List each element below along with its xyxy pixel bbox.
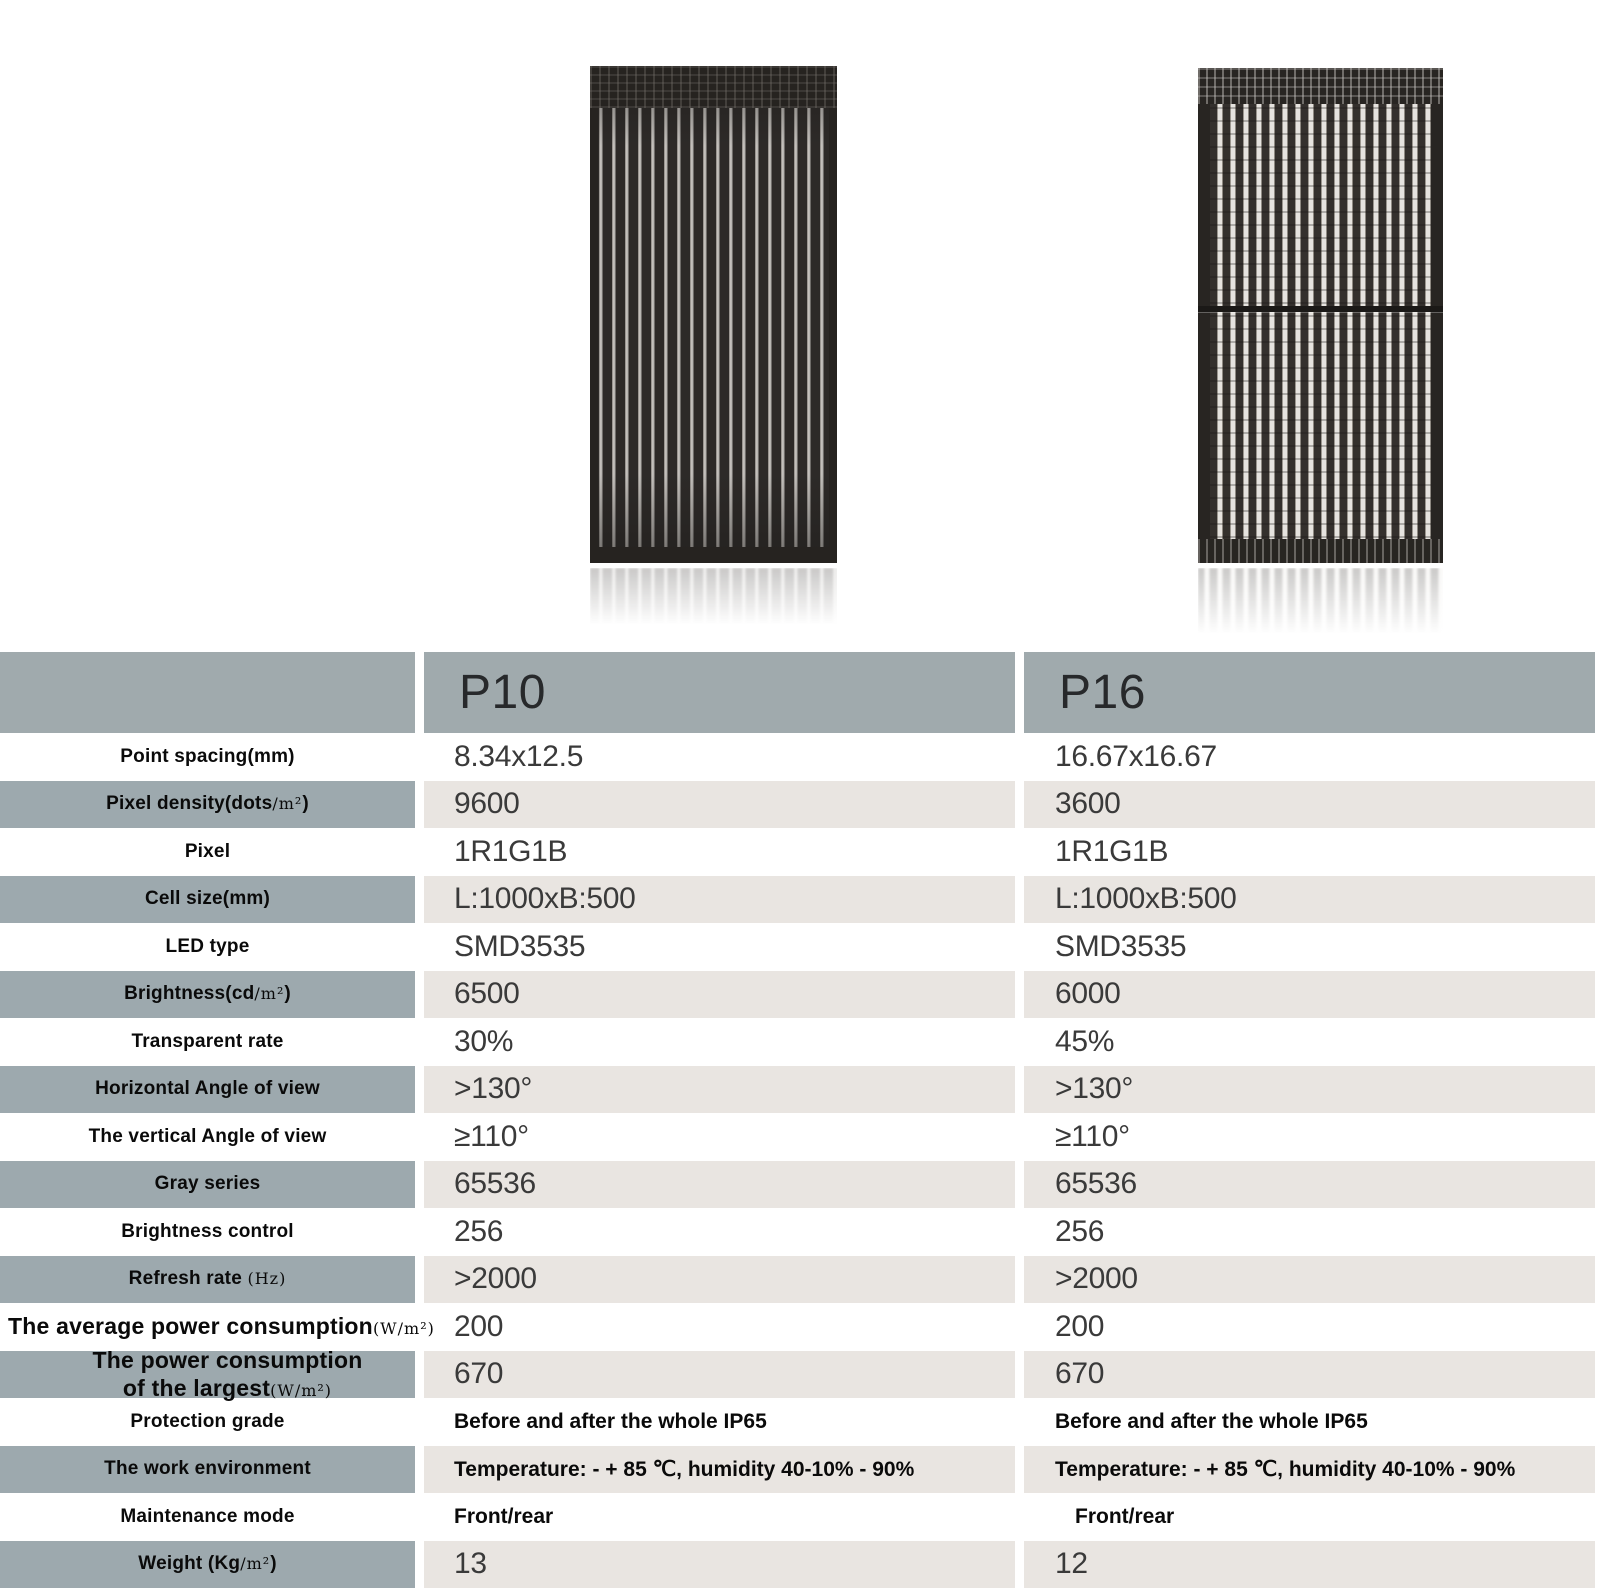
row-label: Point spacing(mm) — [120, 745, 295, 767]
p10-value: 6500 — [424, 971, 1015, 1019]
row-label: Brightness(cd/m²) — [0, 971, 415, 1019]
p10-value: Front/rear — [454, 1504, 554, 1528]
p10-value: 30% — [454, 1024, 514, 1058]
p16-value: 1R1G1B — [1055, 834, 1169, 868]
row-label: Pixel density(dots/m²) — [0, 781, 415, 829]
p16-value: Temperature: - + 85 ℃, humidity 40-10% - 90% — [1024, 1446, 1595, 1494]
table-row-horizontal-angle — [0, 1066, 1600, 1114]
p16-value: 3600 — [1024, 781, 1595, 829]
p16-value: 16.67x16.67 — [1055, 739, 1217, 773]
p16-value: Front/rear — [1075, 1504, 1175, 1528]
table-row-weight — [0, 1541, 1600, 1589]
p16-value: 12 — [1024, 1541, 1595, 1589]
table-row-max-power — [0, 1346, 1600, 1402]
p16-product-image — [1198, 68, 1443, 563]
p16-value: L:1000xB:500 — [1024, 876, 1595, 924]
p10-value: 670 — [424, 1351, 1015, 1399]
p16-value: 670 — [1024, 1351, 1595, 1399]
row-label: The power consumption of the largest(W/m²) — [0, 1351, 415, 1399]
p10-value: >2000 — [424, 1256, 1015, 1304]
table-header — [0, 652, 1600, 733]
p16-value: SMD3535 — [1055, 929, 1187, 963]
table-row-brightness — [0, 971, 1600, 1019]
column-header-p16: P16 — [1024, 652, 1595, 733]
table-row-work-environment — [0, 1446, 1600, 1494]
row-label: Pixel — [184, 840, 231, 862]
p10-product-image — [590, 66, 837, 563]
table-row-protection-grade — [0, 1398, 1600, 1446]
p16-value: 200 — [1055, 1309, 1105, 1343]
p16-value: 256 — [1055, 1214, 1105, 1248]
table-row-vertical-angle — [0, 1113, 1600, 1161]
p16-value: >130° — [1024, 1066, 1595, 1114]
table-row-point-spacing — [0, 733, 1600, 781]
row-label: Horizontal Angle of view — [0, 1066, 415, 1114]
table-row-average-power — [0, 1303, 1600, 1351]
p10-value: Temperature: - + 85 ℃, humidity 40-10% - 90% — [424, 1446, 1015, 1494]
header-spacer — [0, 652, 415, 733]
p16-value: ≥110° — [1055, 1119, 1130, 1153]
row-label: Transparent rate — [131, 1030, 284, 1052]
p10-value: 65536 — [424, 1161, 1015, 1209]
row-label: LED type — [165, 935, 250, 957]
row-label: Gray series — [0, 1161, 415, 1209]
row-label: Protection grade — [130, 1410, 285, 1432]
p10-value: ≥110° — [454, 1119, 529, 1153]
row-label: Refresh rate (Hz) — [0, 1256, 415, 1304]
table-row-led-type — [0, 923, 1600, 971]
p10-value: 200 — [454, 1309, 504, 1343]
row-label: Brightness control — [121, 1220, 294, 1242]
table-row-transparent-rate — [0, 1018, 1600, 1066]
p10-value: >130° — [424, 1066, 1015, 1114]
table-row-pixel — [0, 828, 1600, 876]
p16-product-reflection — [1198, 568, 1443, 640]
spec-table — [0, 652, 1600, 1588]
row-label: The work environment — [0, 1446, 415, 1494]
row-label: Cell size(mm) — [0, 876, 415, 924]
table-row-gray-series — [0, 1161, 1600, 1209]
row-label: Maintenance mode — [120, 1505, 295, 1527]
row-label: The average power consumption(W/m²) — [8, 1313, 435, 1340]
p10-value: 256 — [454, 1214, 504, 1248]
p10-value: SMD3535 — [454, 929, 586, 963]
p10-value: Before and after the whole IP65 — [454, 1409, 767, 1433]
p16-value: Before and after the whole IP65 — [1055, 1409, 1368, 1433]
p16-value: >2000 — [1024, 1256, 1595, 1304]
p10-value: 9600 — [424, 781, 1015, 829]
p16-value: 45% — [1055, 1024, 1115, 1058]
row-label: Weight (Kg/m²) — [0, 1541, 415, 1589]
p10-value: 8.34x12.5 — [454, 739, 584, 773]
row-label: The vertical Angle of view — [88, 1125, 327, 1147]
p10-value: L:1000xB:500 — [424, 876, 1015, 924]
p16-value: 6000 — [1024, 971, 1595, 1019]
table-row-cell-size — [0, 876, 1600, 924]
p10-value: 13 — [424, 1541, 1015, 1589]
table-row-pixel-density — [0, 781, 1600, 829]
column-header-p10: P10 — [424, 652, 1015, 733]
panel-seam — [1198, 306, 1443, 312]
p16-value: 65536 — [1024, 1161, 1595, 1209]
table-row-maintenance-mode — [0, 1493, 1600, 1541]
p10-product-reflection — [590, 568, 837, 630]
p10-value: 1R1G1B — [454, 834, 568, 868]
table-row-refresh-rate — [0, 1256, 1600, 1304]
table-row-brightness-control — [0, 1208, 1600, 1256]
